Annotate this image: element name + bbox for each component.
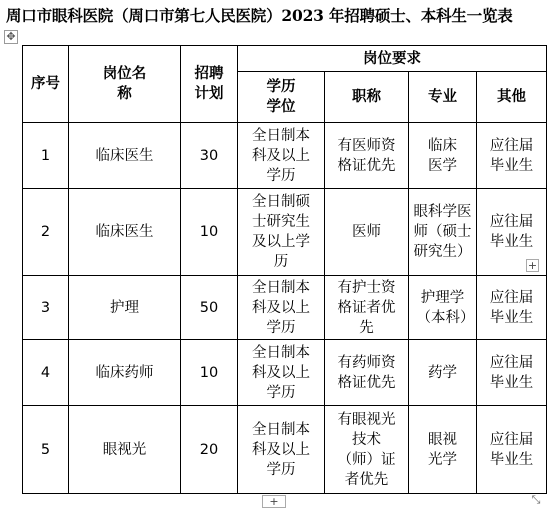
cell-title: 有医师资格证优先	[325, 123, 409, 189]
cell-other: 应往届毕业生	[477, 123, 547, 189]
cell-position: 临床医生	[69, 189, 181, 276]
cell-seq: 3	[23, 276, 69, 340]
cell-other: 应往届毕业生	[477, 340, 547, 406]
header-major: 专业	[409, 72, 477, 123]
page-title: 周口市眼科医院（周口市第七人民医院）2023 年招聘硕士、本科生一览表	[6, 6, 513, 25]
cell-education: 全日制硕士研究生及以上学历	[238, 189, 325, 276]
header-seq: 序号	[23, 46, 69, 123]
recruitment-table	[22, 45, 547, 494]
move-icon[interactable]: ✥	[4, 30, 18, 44]
header-title: 职称	[325, 72, 409, 123]
table-row	[23, 123, 547, 189]
header-plan: 招聘计划	[181, 46, 238, 123]
header-education: 学历学位	[238, 72, 325, 123]
cell-seq: 2	[23, 189, 69, 276]
cell-seq: 1	[23, 123, 69, 189]
table-row	[23, 340, 547, 406]
cell-education: 全日制本科及以上学历	[238, 276, 325, 340]
resize-icon[interactable]: ⤡	[531, 493, 541, 506]
cell-other: 应往届毕业生	[477, 276, 547, 340]
cell-title: 医师	[325, 189, 409, 276]
cell-seq: 4	[23, 340, 69, 406]
add-column-plus-icon[interactable]: +	[527, 259, 538, 272]
cell-other: 应往届毕业生	[477, 406, 547, 494]
cell-position: 临床医生	[69, 123, 181, 189]
cell-education: 全日制本科及以上学历	[238, 406, 325, 494]
cell-position: 眼视光	[69, 406, 181, 494]
cell-plan: 10	[181, 189, 238, 276]
table-row	[23, 276, 547, 340]
header-position: 岗位名称	[69, 46, 181, 123]
cell-position: 护理	[69, 276, 181, 340]
table-row	[23, 406, 547, 494]
cell-plan: 30	[181, 123, 238, 189]
cell-other: 应往届毕业生	[477, 189, 547, 276]
cell-major: 眼视光学	[409, 406, 477, 494]
cell-plan: 20	[181, 406, 238, 494]
cell-major: 临床医学	[409, 123, 477, 189]
cell-seq: 5	[23, 406, 69, 494]
cell-title: 有护士资格证者优先	[325, 276, 409, 340]
cell-education: 全日制本科及以上学历	[238, 340, 325, 406]
table-row	[23, 189, 547, 276]
add-row-plus-icon[interactable]: +	[262, 495, 286, 508]
header-requirements: 岗位要求	[238, 46, 547, 72]
cell-education: 全日制本科及以上学历	[238, 123, 325, 189]
header-other: 其他	[477, 72, 547, 123]
cell-plan: 50	[181, 276, 238, 340]
cell-title: 有药师资格证优先	[325, 340, 409, 406]
cell-title: 有眼视光技术（师）证者优先	[325, 406, 409, 494]
cell-position: 临床药师	[69, 340, 181, 406]
cell-major: 药学	[409, 340, 477, 406]
cell-major: 眼科学医师（硕士研究生）	[409, 189, 477, 276]
cell-plan: 10	[181, 340, 238, 406]
cell-major: 护理学（本科）	[409, 276, 477, 340]
